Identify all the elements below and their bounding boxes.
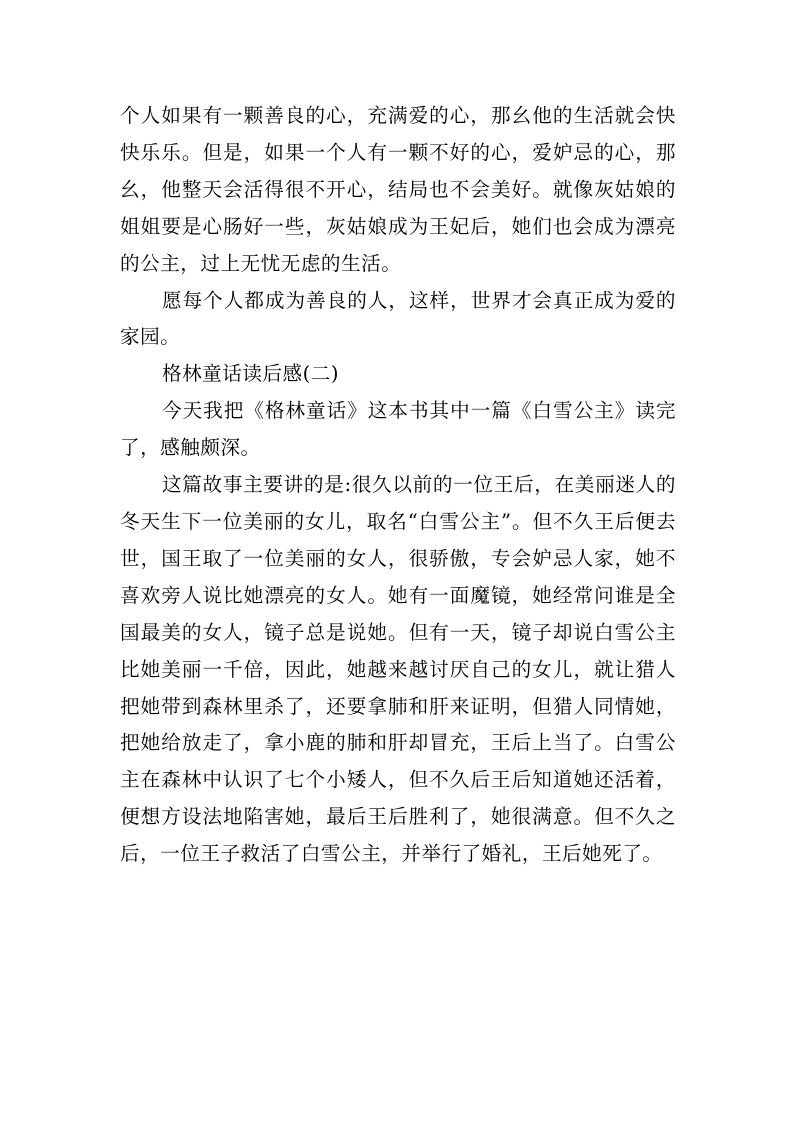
paragraph-story-summary: 这篇故事主要讲的是:很久以前的一位王后，在美丽迷人的冬天生下一位美丽的女儿，取名“白雪公主”。但不久王后便去世，国王取了一位美丽的女人，很骄傲，专会妒忌人家，她不喜欢旁人说比她漂亮的女人。她有一面魔镜，她经常问谁是全国最美的女人，镜子总是说她。但有一天，镜子却说白雪公主比她美丽一千倍，因此，她越来越讨厌自己的女儿，就让猎人把她带到森林里杀了，还要拿肺和肝来证明，但猎人同情她，把她给放走了，拿小鹿的肺和肝却冒充，王后上当了。白雪公主在森林中认识了七个小矮人，但不久后王后知道她还活着，便想方设法地陷害她，最后王后胜利了，她很满意。但不久之后，一位王子救活了白雪公主，并举行了婚礼，王后她死了。 — [120, 473, 676, 866]
paragraph-continuation: 个人如果有一颗善良的心，充满爱的心，那幺他的生活就会快快乐乐。但是，如果一个人有一颗不好的心，爱妒忌的心，那幺，他整天会活得很不开心，结局也不会美好。就像灰姑娘的姐姐要是心肠好一些，灰姑娘成为王妃后，她们也会成为漂亮的公主，过上无忧无虑的生活。 — [120, 104, 676, 275]
paragraph-intro: 今天我把《格林童话》这本书其中一篇《白雪公主》读完了，感触颇深。 — [120, 399, 676, 460]
document-page — [120, 98, 676, 873]
section-title: 格林童话读后感(二) — [162, 362, 340, 386]
paragraph-wish: 愿每个人都成为善良的人，这样，世界才会真正成为爱的家园。 — [120, 288, 676, 349]
